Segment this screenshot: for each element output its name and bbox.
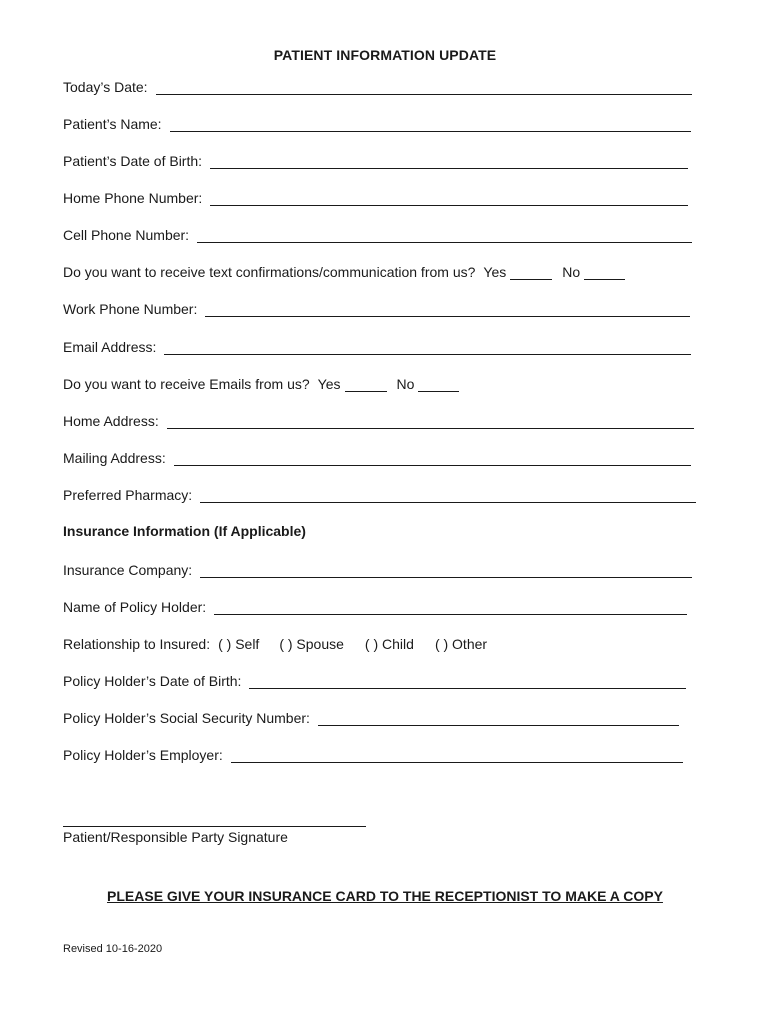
form-title: PATIENT INFORMATION UPDATE xyxy=(273,47,497,63)
patient-name-field[interactable] xyxy=(170,117,691,132)
holder-ssn-label: Policy Holder’s Social Security Number: xyxy=(63,710,310,726)
relationship-self-option[interactable]: ( ) Self xyxy=(218,636,260,652)
text-yes-field[interactable] xyxy=(510,266,552,280)
patient-name-row xyxy=(63,114,691,132)
signature-line[interactable] xyxy=(63,826,366,827)
text-no-label: No xyxy=(562,264,581,280)
relationship-other-option[interactable]: ( ) Other xyxy=(434,636,488,652)
insurance-card-notice: PLEASE GIVE YOUR INSURANCE CARD TO THE RECEPTIONIST TO MAKE A COPY xyxy=(107,888,663,904)
email-yes-label: Yes xyxy=(317,376,341,392)
holder-dob-field[interactable] xyxy=(249,674,686,689)
patient-dob-field[interactable] xyxy=(210,154,688,169)
patient-dob-row xyxy=(63,151,688,169)
holder-dob-label: Policy Holder’s Date of Birth: xyxy=(63,673,242,689)
holder-dob-row xyxy=(63,671,686,689)
insurance-company-row xyxy=(63,560,692,578)
insurance-company-label: Insurance Company: xyxy=(63,562,193,578)
pharmacy-row xyxy=(63,485,696,503)
work-phone-row xyxy=(63,299,690,317)
insurance-heading: Insurance Information (If Applicable) xyxy=(63,523,306,539)
email-row xyxy=(63,337,691,355)
insurance-company-field[interactable] xyxy=(200,563,692,578)
signature-label: Patient/Responsible Party Signature xyxy=(63,829,288,845)
holder-ssn-row xyxy=(63,708,679,726)
relationship-child-option[interactable]: ( ) Child xyxy=(364,636,414,652)
mailing-address-field[interactable] xyxy=(174,451,691,466)
home-address-field[interactable] xyxy=(167,414,694,429)
mailing-address-label: Mailing Address: xyxy=(63,450,166,466)
text-question-label: Do you want to receive text confirmations/communication from us? xyxy=(63,264,476,280)
relationship-row xyxy=(63,634,487,652)
cell-phone-row xyxy=(63,225,692,243)
cell-phone-field[interactable] xyxy=(197,228,692,243)
cell-phone-label: Cell Phone Number: xyxy=(63,227,190,243)
holder-employer-field[interactable] xyxy=(231,748,683,763)
text-question-row xyxy=(63,262,625,280)
text-no-field[interactable] xyxy=(584,266,625,280)
policy-holder-name-label: Name of Policy Holder: xyxy=(63,599,207,615)
email-question-label: Do you want to receive Emails from us? xyxy=(63,376,310,392)
revision-date: Revised 10-16-2020 xyxy=(63,943,163,955)
home-phone-label: Home Phone Number: xyxy=(63,190,203,206)
todays-date-field[interactable] xyxy=(156,80,692,95)
holder-employer-row xyxy=(63,745,683,763)
email-field[interactable] xyxy=(164,340,691,355)
email-no-label: No xyxy=(396,376,415,392)
email-question-row xyxy=(63,374,459,392)
holder-employer-label: Policy Holder’s Employer: xyxy=(63,747,223,763)
home-phone-field[interactable] xyxy=(210,191,688,206)
todays-date-row xyxy=(63,77,692,95)
todays-date-label: Today’s Date: xyxy=(63,79,148,95)
holder-ssn-field[interactable] xyxy=(318,711,679,726)
mailing-address-row xyxy=(63,448,691,466)
email-label: Email Address: xyxy=(63,339,157,355)
relationship-spouse-option[interactable]: ( ) Spouse xyxy=(279,636,344,652)
home-address-row xyxy=(63,411,694,429)
email-no-field[interactable] xyxy=(418,378,459,392)
work-phone-field[interactable] xyxy=(205,302,690,317)
policy-holder-name-row xyxy=(63,597,687,615)
pharmacy-label: Preferred Pharmacy: xyxy=(63,487,193,503)
patient-name-label: Patient’s Name: xyxy=(63,116,162,132)
policy-holder-name-field[interactable] xyxy=(214,600,687,615)
work-phone-label: Work Phone Number: xyxy=(63,301,198,317)
text-yes-label: Yes xyxy=(483,264,507,280)
relationship-label: Relationship to Insured: xyxy=(63,636,211,652)
home-phone-row xyxy=(63,188,688,206)
home-address-label: Home Address: xyxy=(63,413,159,429)
pharmacy-field[interactable] xyxy=(200,488,696,503)
patient-dob-label: Patient’s Date of Birth: xyxy=(63,153,203,169)
email-yes-field[interactable] xyxy=(345,378,387,392)
